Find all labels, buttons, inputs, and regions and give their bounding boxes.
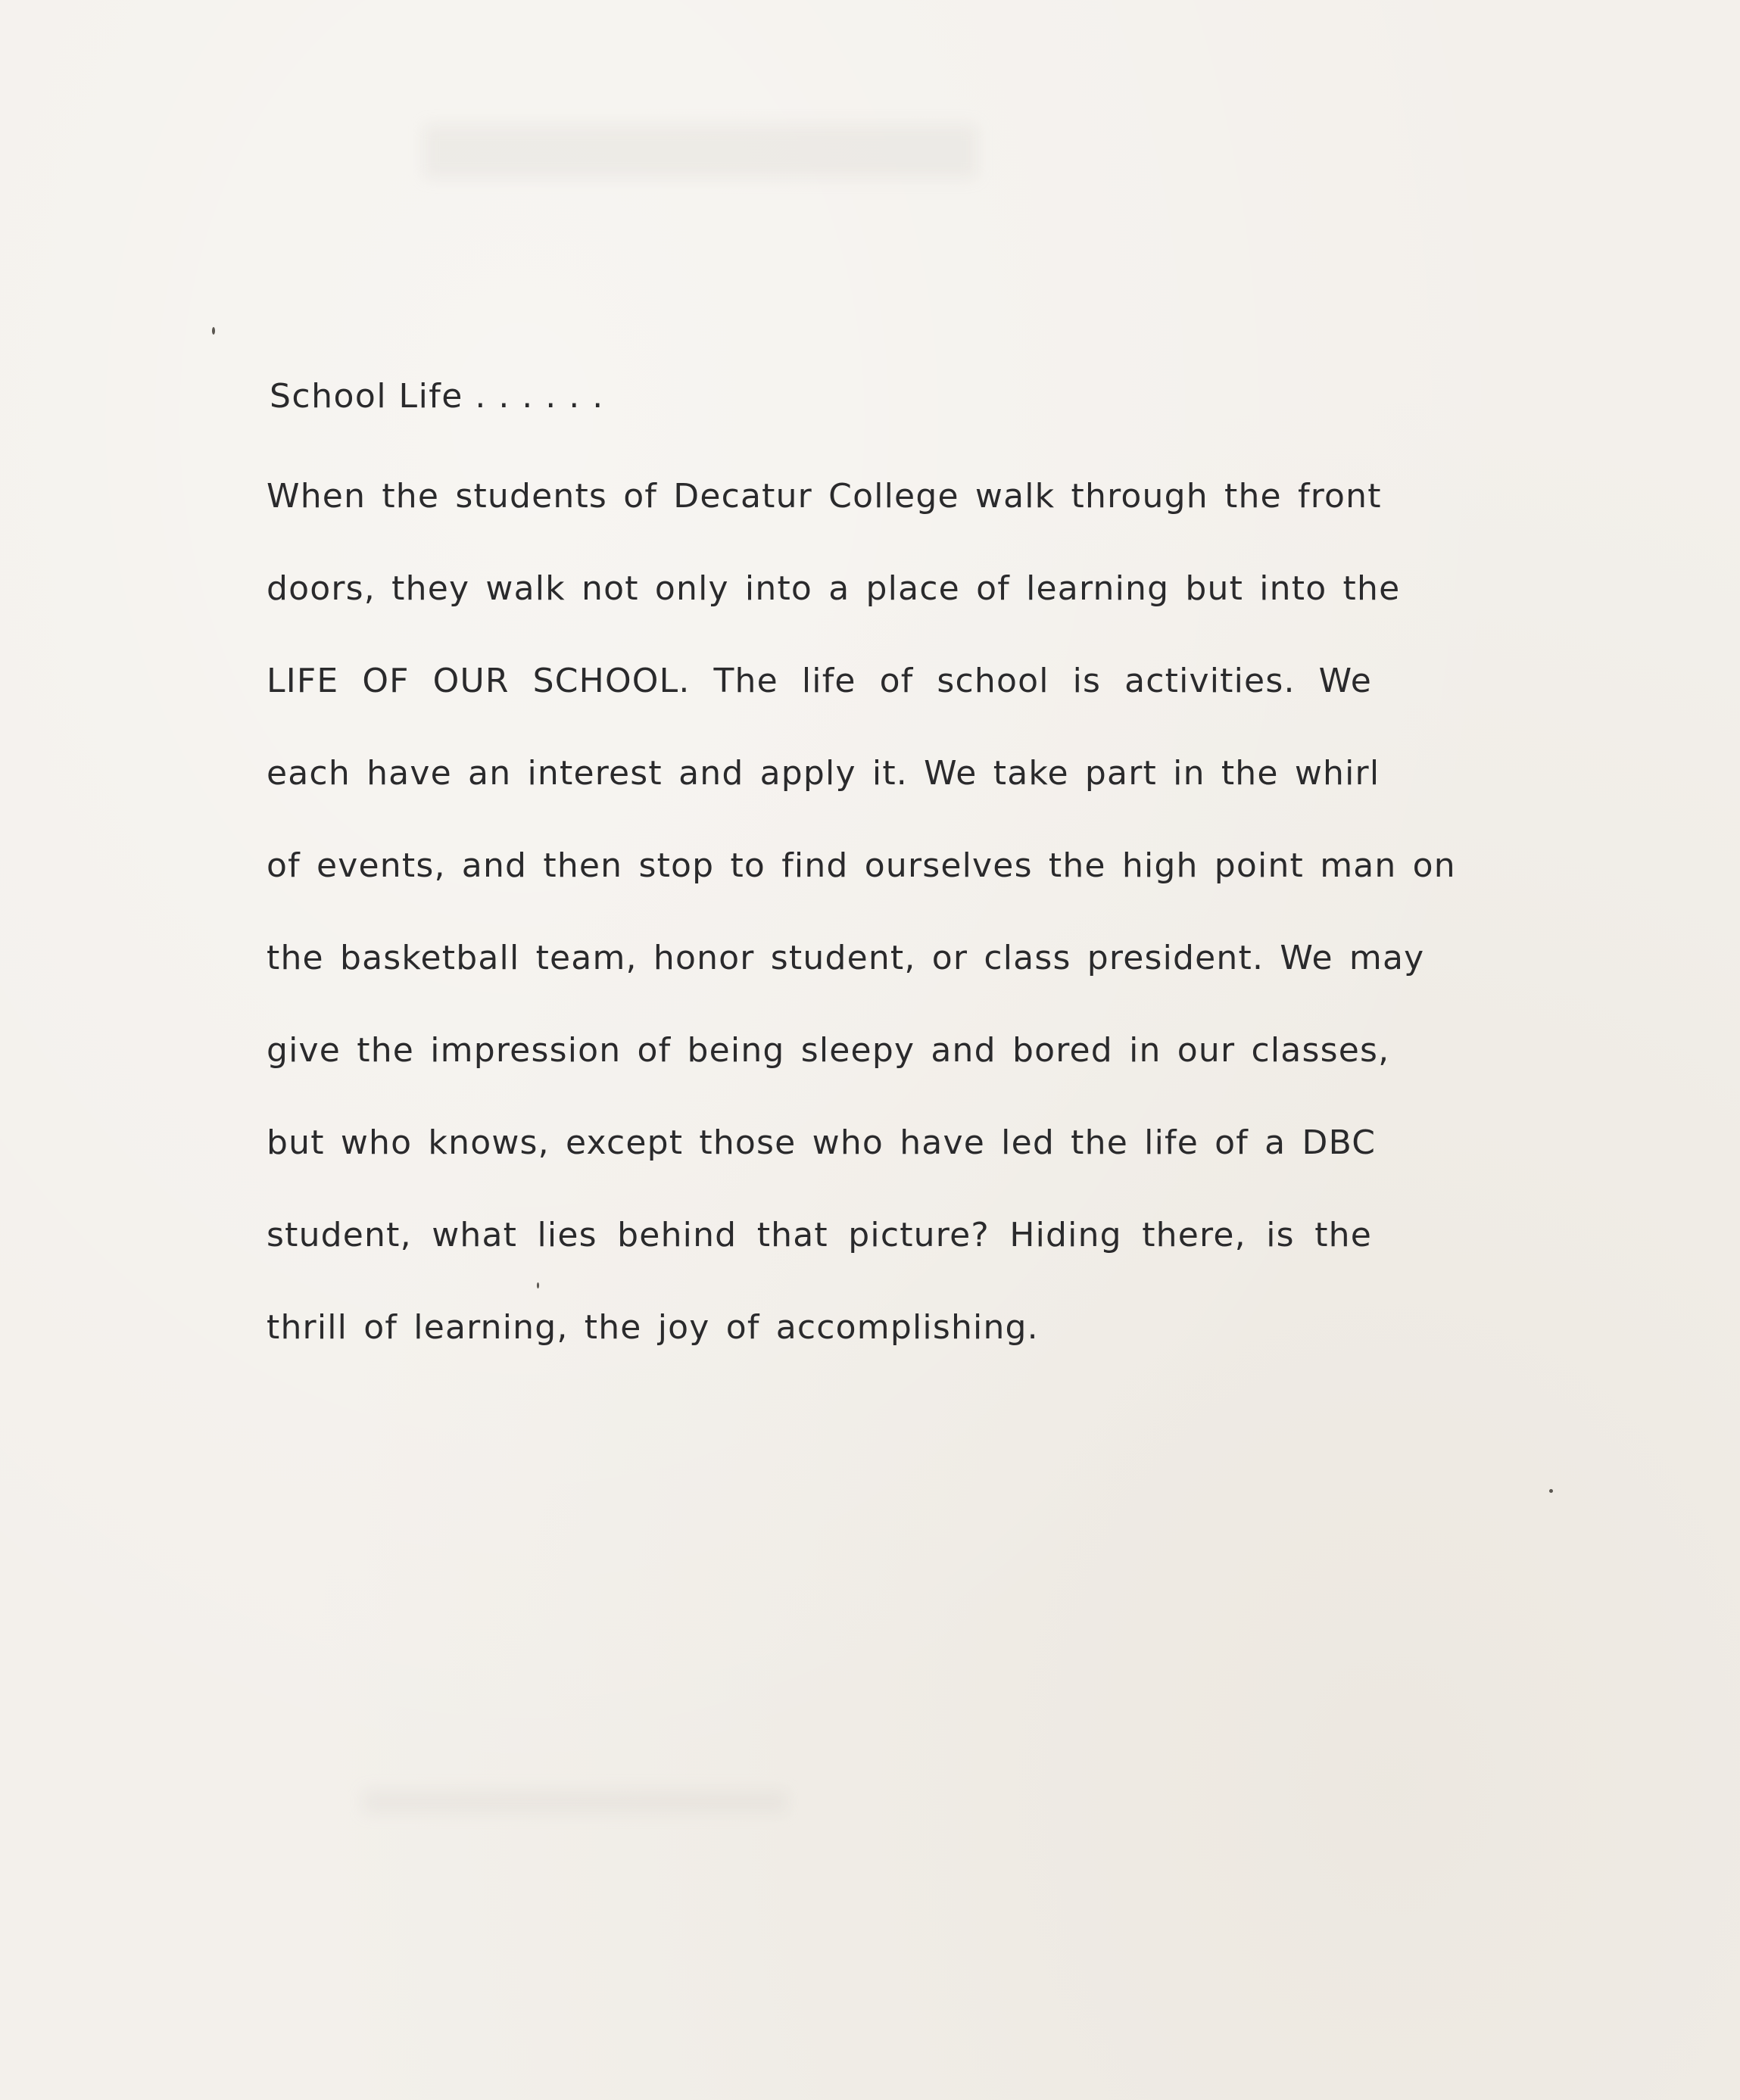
paragraph-line: When the students of Decatur College walk through the front — [267, 477, 1382, 516]
paragraph-line: but who knows, except those who have led the life of a DBC — [267, 1123, 1377, 1162]
section-heading: School Life . . . . . . — [270, 377, 604, 416]
paragraph — [267, 463, 1456, 1387]
faint-bleed-through-top — [424, 125, 977, 178]
paragraph-line: the basketball team, honor student, or class president. We may — [267, 939, 1425, 977]
faint-bleed-through-bottom — [363, 1790, 787, 1813]
paragraph-line: each have an interest and apply it. We take part in the whirl — [267, 754, 1380, 793]
paragraph-line: of events, and then stop to find ourselves the high point man on — [267, 846, 1456, 885]
paper-speck — [212, 327, 215, 335]
paragraph-line: thrill of learning, the joy of accomplishing. — [267, 1308, 1039, 1347]
paragraph-line: doors, they walk not only into a place of learning but into the — [267, 569, 1401, 608]
paragraph-line: LIFE OF OUR SCHOOL. The life of school is activities. We — [267, 662, 1372, 700]
paragraph-line: student, what lies behind that picture? Hiding there, is the — [267, 1216, 1372, 1254]
paragraph-line: give the impression of being sleepy and bored in our classes, — [267, 1031, 1390, 1070]
paper-speck — [1549, 1489, 1553, 1493]
paper-speck — [537, 1282, 539, 1288]
